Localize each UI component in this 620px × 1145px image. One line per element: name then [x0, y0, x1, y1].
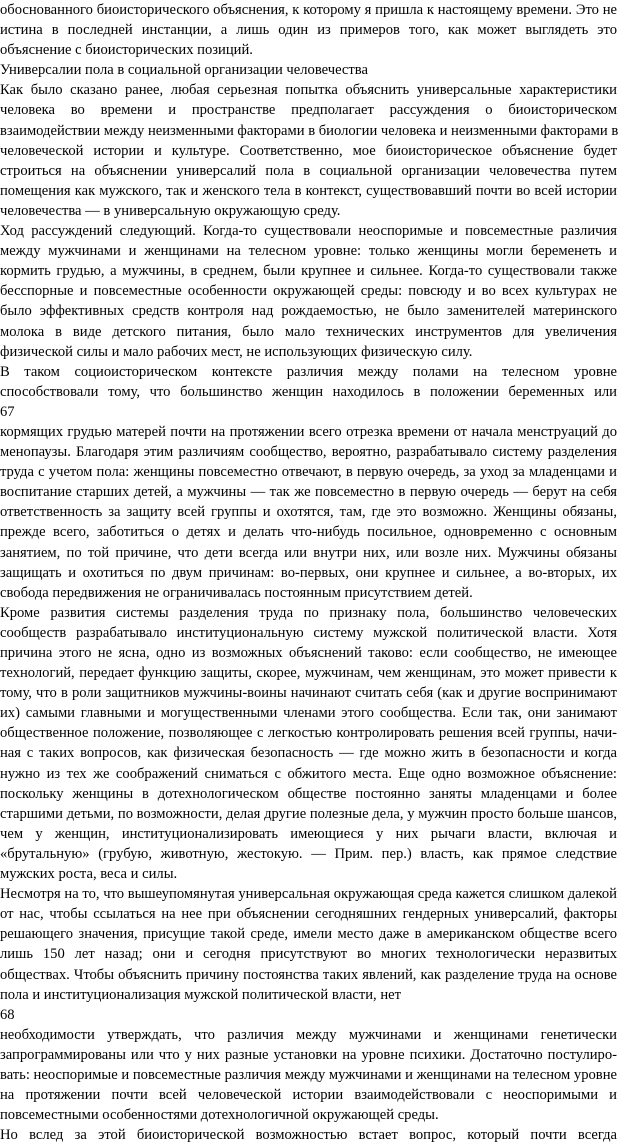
text-line: тому, что в роли защитников мужчины-воины начинают считать себя (как и другие воспринимают: [0, 685, 617, 702]
text-line: помещения как мужского, так и женского тела в контекст, существовавший почти во всей истории: [0, 182, 617, 199]
text-line: решающего значения, присущие такой среде, имели место даже в американском обществе всего: [0, 926, 617, 943]
text-line: ная с таких вопросов, как физическая безопасность — где можно жить в безопасности и когда: [0, 745, 617, 762]
text-line: лишь 150 лет назад; они и сегодня присутствуют во многих технологически неразвитых: [0, 946, 617, 963]
text-line: воспитание старших детей, а мужчины — так же повсеместно в первую очередь — берут на себя: [0, 484, 617, 501]
text-line: объяснение с биоисторических позиций.: [0, 42, 253, 59]
text-line: истина в последней инстанции, а лишь один из примеров того, как может выглядеть это: [0, 22, 617, 39]
text-line: технологий, передает функцию защиты, скорее, мужчинам, чем женщинам, это может привести к: [0, 665, 617, 682]
text-line: физической силы и мало рабочих мест, не использующих физическую силу.: [0, 343, 473, 360]
text-line: 67: [0, 403, 15, 420]
text-line: запрограммированы или что у них разные установки на уровне психики. Достаточно постулиро-: [0, 1046, 617, 1063]
text-line: было эффективных средств контроля над рождаемостью, не было заменителей материнского: [0, 303, 617, 320]
text-line: Универсалии пола в социальной организации человечества: [0, 62, 368, 79]
text-line: человечества — в универсальную окружающую среду.: [0, 202, 341, 219]
text-line: человеческой истории и культуре. Соответственно, мое биоисторическое объяснение будет: [0, 142, 617, 159]
text-line: между мужчинами и женщинами на телесном уровне: только женщины могли беременеть и: [0, 243, 617, 260]
text-line: кормить грудью, а мужчины, в среднем, были крупнее и сильнее. Когда-то существовали также: [0, 263, 617, 280]
text-line: труда с учетом пола: женщины повсеместно отвечают, в первую очередь, за уход за младенцами и: [0, 464, 617, 481]
text-line: прежде всего, заботиться о детях и делать что-нибудь посильное, одновременно с основным: [0, 524, 617, 541]
text-line: необходимости утверждать, что различия между мужчинами и женщинами генетически: [0, 1026, 617, 1043]
text-line: нужно из тех же соображений сниматься с обжитого места. Еще одно возможное объяснение:: [0, 765, 617, 782]
text-line: бесспорные и повсеместные особенности окружающей среды: повсюду и во всех культурах не: [0, 283, 617, 300]
text-line: человека во времени и пространстве предполагает рассуждения о биоисторическом: [0, 102, 617, 119]
text-line: обществах. Чтобы объяснить причину постоянства таких явлений, как разделение труда на основе: [0, 966, 617, 983]
text-line: поскольку женщины в дотехнологическом обществе постоянно заняты младенцами и более: [0, 785, 617, 802]
text-line: свобода передвижения не ограничивалась постоянным присутствием детей.: [0, 584, 473, 601]
text-line: общественное положение, позволяющее с легкостью контролировать решения всей группы, начи-: [0, 725, 617, 742]
text-line: молока в виде детского питания, было мало технических инструментов для увеличения: [0, 323, 617, 340]
text-line: «брутальную» (грубую, животную, жестокую. — Прим. пер.) власть, как прямое следствие: [0, 845, 617, 862]
text-line: чем у женщин, институционализировать имеющиеся у них рычаги власти, включая и: [0, 825, 617, 842]
text-line: обоснованного биоисторического объяснения, к которому я пришла к настоящему времени. Это не: [0, 2, 617, 18]
text-line: мужских роста, веса и силы.: [0, 866, 178, 883]
text-line: строиться на объяснении универсалий пола в социальной организации человечества путем: [0, 162, 617, 179]
text-line: защищать и охотиться по двум причинам: во-первых, они крупнее и сильнее, а во-вторых, их: [0, 564, 617, 581]
text-line: Но вслед за этой биоисторической возможностью встает вопрос, который почти всегда: [0, 1127, 617, 1144]
text-line: взаимодействии между неизменными факторами в биологии человека и неизменными факторами в: [0, 122, 619, 139]
text-line: Несмотря на то, что вышеупомянутая универсальная окружающая среда кажется слишком далекой: [0, 886, 617, 903]
text-line: повсеместными особенностями дотехнологичной окружающей среды.: [0, 1107, 439, 1124]
text-line: 68: [0, 1006, 15, 1023]
text-line: сообществ разрабатывало институциональную систему мужской политической власти. Хотя: [0, 624, 617, 641]
text-line: на протяжении почти всей человеческой истории взаимодействовали с неоспоримыми и: [0, 1087, 617, 1104]
text-line: старшими детьми, по возможности, делая другие полезные дела, у мужчин просто больше шансов,: [0, 805, 617, 822]
text-line: В таком социоисторическом контексте различия между полами на телесном уровне: [0, 363, 617, 380]
text-line: кормящих грудью матерей почти на протяжении всего отрезка времени от начала менструаций до: [0, 423, 617, 440]
text-line: ответственность за защиту всей группы и охотятся, там, где это возможно. Женщины обязаны,: [0, 504, 617, 521]
text-line: Ход рассуждений следующий. Когда-то существовали неоспоримые и повсеместные различия: [0, 223, 617, 240]
text-line: причина этого не ясна, одно из возможных объяснений таково: если сообщество, не имеющее: [0, 645, 617, 661]
text-line: пола и институционализация мужской политической власти, нет: [0, 986, 401, 1003]
text-line: от нас, чтобы ссылаться на нее при объяснении сегодняшних гендерных универсалий, факторы: [0, 906, 617, 923]
text-line: Как было сказано ранее, любая серьезная попытка объяснить универсальные характеристики: [0, 82, 617, 99]
text-line: Кроме развития системы разделения труда по признаку пола, большинство человеческих: [0, 604, 617, 621]
text-line: менопаузы. Благодаря этим различиям сообщество, вероятно, разрабатывало систему разделения: [0, 444, 617, 461]
text-line: занятием, по той причине, что дети всегда или внутри них, или возле них. Мужчины обязаны: [0, 544, 617, 561]
text-line: их) самыми главными и могущественными членами этого сообщества. Если так, они занимают: [0, 705, 617, 722]
text-line: вать: неоспоримые и повсеместные различия между мужчинами и женщинами на телесном уровне: [0, 1066, 617, 1083]
text-line: способствовали тому, что большинство женщин находилось в положении беременных или: [0, 383, 617, 400]
